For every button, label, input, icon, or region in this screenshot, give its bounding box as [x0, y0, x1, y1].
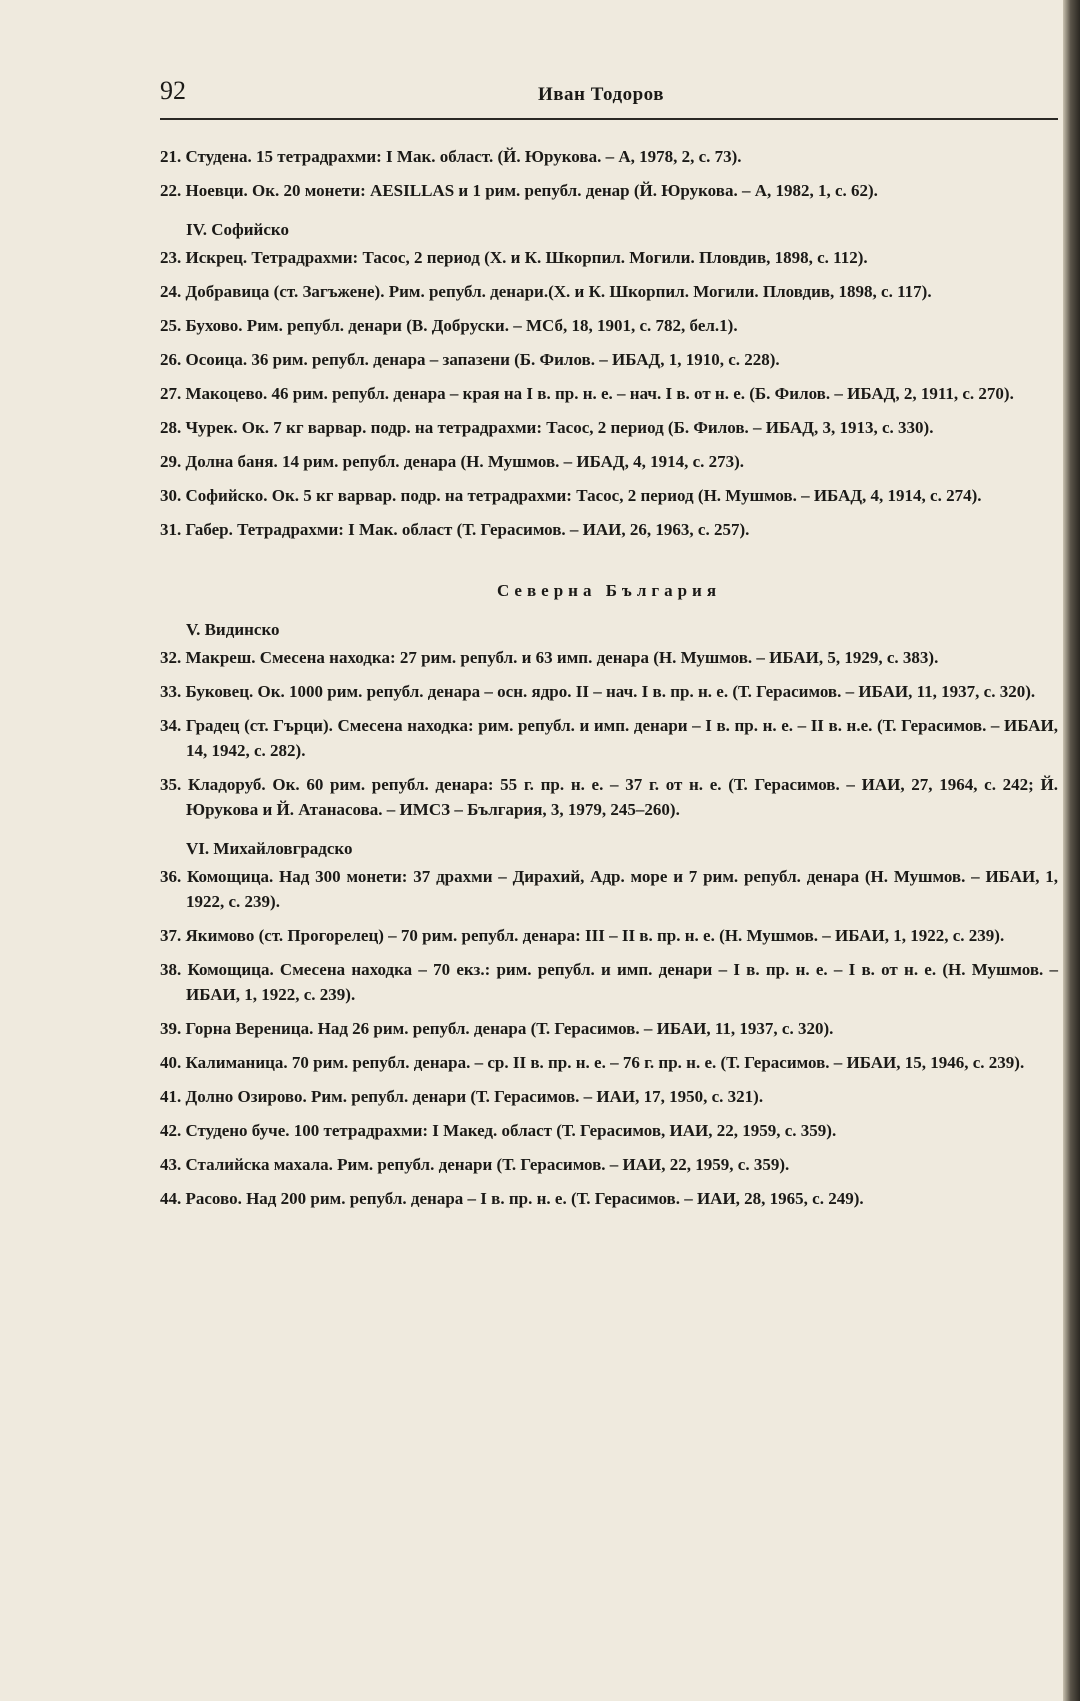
header-rule [160, 118, 1058, 120]
section-heading-iv: IV. Софийско [186, 220, 289, 239]
list-item: 29. Долна баня. 14 рим. републ. денара (Н. Мушмов. – ИБАД, 4, 1914, с. 273). [160, 452, 745, 471]
list-item: 23. Искрец. Тетрадрахми: Тасос, 2 период (Х. и К. Шкорпил. Могили. Пловдив, 1898, с. 112). [160, 248, 868, 267]
page-number: 92 [160, 76, 186, 105]
list-item: 21. Студена. 15 тетрадрахми: I Мак. област. (Й. Юрукова. – А, 1978, 2, с. 73). [160, 147, 742, 166]
list-item: 26. Осоица. 36 рим. републ. денара – запазени (Б. Филов. – ИБАД, 1, 1910, с. 228). [160, 350, 780, 369]
book-spine-edge [1063, 0, 1080, 1701]
list-item: 22. Ноевци. Ок. 20 монети: AESILLAS и 1 рим. републ. денар (Й. Юрукова. – А, 1982, 1, с. 62). [160, 181, 878, 200]
list-item: 28. Чурек. Ок. 7 кг варвар. подр. на тетрадрахми: Тасос, 2 период (Б. Филов. – ИБАД, 3, 1913, с. 330). [160, 418, 934, 437]
list-item: 38. Комощица. Смесена находка – 70 екз.: рим. републ. и имп. денари – I в. пр. н. е. – I в. от н. е. (Н. Мушмов. – ИБАИ, 1, 1922, с. 239). [160, 960, 1058, 1004]
list-item: 41. Долно Озирово. Рим. републ. денари (Т. Герасимов. – ИАИ, 17, 1950, с. 321). [160, 1087, 764, 1106]
section-heading-v: V. Видинско [186, 620, 280, 639]
list-item: 34. Градец (ст. Гърци). Смесена находка: рим. републ. и имп. денари – I в. пр. н. е. – II в. н.е. (Т. Герасимов. – ИБАИ, 14, 1942, с. 282). [160, 716, 1058, 760]
list-item: 39. Горна Вереница. Над 26 рим. републ. денара (Т. Герасимов. – ИБАИ, 11, 1937, с. 320). [160, 1019, 834, 1038]
section-heading-vi: VI. Михайловградско [186, 839, 353, 858]
list-item: 43. Сталийска махала. Рим. републ. денари (Т. Герасимов. – ИАИ, 22, 1959, с. 359). [160, 1155, 790, 1174]
list-item: 36. Комощица. Над 300 монети: 37 драхми – Дирахий, Адр. море и 7 рим. републ. денара (Н. Мушмов. – ИБАИ, 1, 1922, с. 239). [160, 867, 1058, 911]
list-item: 35. Кладоруб. Ок. 60 рим. републ. денара: 55 г. пр. н. е. – 37 г. от н. е. (Т. Герасимов. – ИАИ, 27, 1964, с. 242; Й. Юрукова и Й. Атанасова. – ИМСЗ – България, 3, 1979, 245–260). [160, 775, 1058, 819]
list-item: 24. Добравица (ст. Загъжене). Рим. републ. денари.(Х. и К. Шкорпил. Могили. Пловдив, 1898, с. 117). [160, 282, 932, 301]
list-item: 27. Макоцево. 46 рим. републ. денара – края на I в. пр. н. е. – нач. I в. от н. е. (Б. Филов. – ИБАД, 2, 1911, с. 270). [160, 384, 1014, 403]
part-heading: Северна България [496, 581, 722, 600]
running-head: Иван Тодоров [538, 84, 664, 105]
page-header [160, 70, 1060, 120]
list-item: 32. Макреш. Смесена находка: 27 рим. републ. и 63 имп. денара (Н. Мушмов. – ИБАИ, 5, 1929, с. 383). [160, 648, 939, 667]
list-item: 37. Якимово (ст. Прогорелец) – 70 рим. републ. денара: III – II в. пр. н. е. (Н. Мушмов. – ИБАИ, 1, 1922, с. 239). [160, 926, 1005, 945]
list-item: 40. Калиманица. 70 рим. републ. денара. – ср. II в. пр. н. е. – 76 г. пр. н. е. (Т. Герасимов. – ИБАИ, 15, 1946, с. 239). [160, 1053, 1025, 1072]
list-item: 25. Бухово. Рим. републ. денари (В. Добруски. – МСб, 18, 1901, с. 782, бел.1). [160, 316, 738, 335]
list-item: 42. Студено буче. 100 тетрадрахми: I Макед. област (Т. Герасимов, ИАИ, 22, 1959, с. 359). [160, 1121, 837, 1140]
list-item: 31. Габер. Тетрадрахми: I Мак. област (Т. Герасимов. – ИАИ, 26, 1963, с. 257). [160, 520, 750, 539]
list-item: 44. Расово. Над 200 рим. републ. денара – I в. пр. н. е. (Т. Герасимов. – ИАИ, 28, 1965, с. 249). [160, 1189, 864, 1208]
page-body [160, 144, 1058, 1220]
list-item: 30. Софийско. Ок. 5 кг варвар. подр. на тетрадрахми: Тасос, 2 период (Н. Мушмов. – ИБАД, 4, 1914, с. 274). [160, 486, 982, 505]
list-item: 33. Буковец. Ок. 1000 рим. републ. денара – осн. ядро. II – нач. I в. пр. н. е. (Т. Герасимов. – ИБАИ, 11, 1937, с. 320). [160, 682, 1036, 701]
